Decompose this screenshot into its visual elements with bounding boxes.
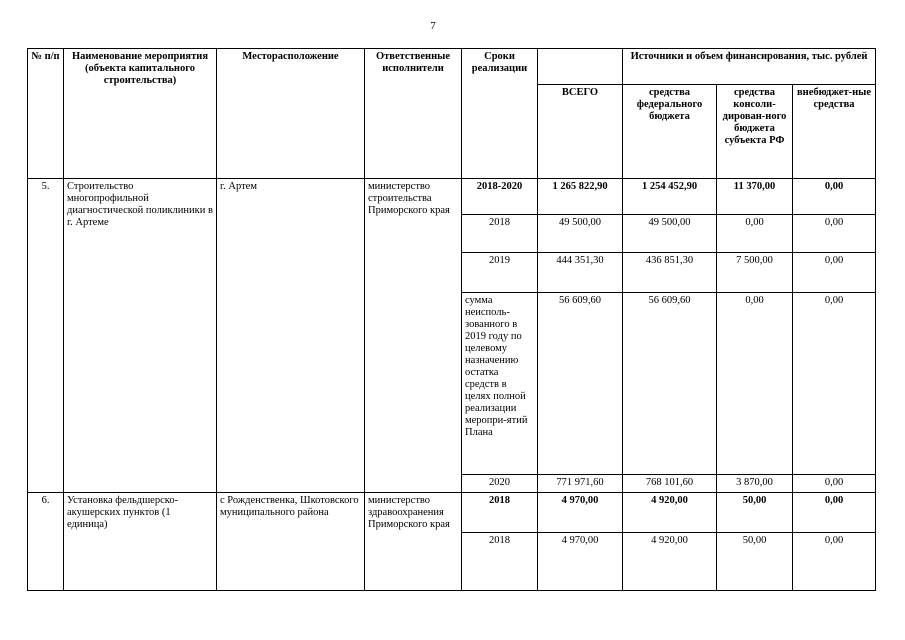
row-location: г. Артем [217,179,365,493]
table-row [28,493,876,533]
period-term: 2019 [462,253,538,293]
period-term: 2018 [462,493,538,533]
row-responsible: министерство строительства Приморского края [365,179,462,493]
period-extra: 0,00 [793,533,876,591]
header-name: Наименование мероприятия (объекта капитального строительства) [64,49,217,179]
period-term: 2018 [462,215,538,253]
period-regional: 50,00 [717,493,793,533]
period-regional: 7 500,00 [717,253,793,293]
header-sources: Источники и объем финансирования, тыс. рублей [623,49,876,85]
period-total: 56 609,60 [538,293,623,475]
period-total: 1 265 822,90 [538,179,623,215]
period-regional: 3 870,00 [717,475,793,493]
header-regional: средства консоли-дирован-ного бюджета субъекта РФ [717,85,793,179]
period-extra: 0,00 [793,293,876,475]
period-extra: 0,00 [793,215,876,253]
header-federal: средства федерального бюджета [623,85,717,179]
period-extra: 0,00 [793,475,876,493]
period-federal: 56 609,60 [623,293,717,475]
page-number: 7 [430,20,436,32]
period-federal: 436 851,30 [623,253,717,293]
row-location: с Рожденственка, Шкотовского муниципального района [217,493,365,591]
financing-table [27,48,876,591]
period-federal: 1 254 452,90 [623,179,717,215]
period-total: 49 500,00 [538,215,623,253]
period-extra: 0,00 [793,179,876,215]
row-num: 6. [28,493,64,591]
period-federal: 4 920,00 [623,493,717,533]
header-total: ВСЕГО [538,85,623,179]
row-responsible: министерство здравоохранения Приморского края [365,493,462,591]
period-term: 2018 [462,533,538,591]
header-row-top [28,49,876,85]
row-name: Строительство многопрофильной диагностической поликлиники в г. Артеме [64,179,217,493]
period-term: 2018-2020 [462,179,538,215]
period-total: 444 351,30 [538,253,623,293]
period-regional: 11 370,00 [717,179,793,215]
period-total: 771 971,60 [538,475,623,493]
row-num: 5. [28,179,64,493]
header-extrabudget: внебюджет-ные средства [793,85,876,179]
period-regional: 50,00 [717,533,793,591]
table-row [28,179,876,215]
period-federal: 49 500,00 [623,215,717,253]
row-name: Установка фельдшерско-акушерских пунктов (1 единица) [64,493,217,591]
period-extra: 0,00 [793,493,876,533]
period-extra: 0,00 [793,253,876,293]
period-regional: 0,00 [717,215,793,253]
header-terms: Сроки реализации [462,49,538,179]
period-federal: 4 920,00 [623,533,717,591]
period-term: сумма неисполь-зованного в 2019 году по целевому назначению остатка средств в целях полной реализации меропри-ятий Плана [462,293,538,475]
period-total: 4 970,00 [538,493,623,533]
period-term: 2020 [462,475,538,493]
header-location: Месторасположение [217,49,365,179]
period-total: 4 970,00 [538,533,623,591]
period-federal: 768 101,60 [623,475,717,493]
period-regional: 0,00 [717,293,793,475]
header-num: № п/п [28,49,64,179]
header-responsible: Ответственные исполнители [365,49,462,179]
